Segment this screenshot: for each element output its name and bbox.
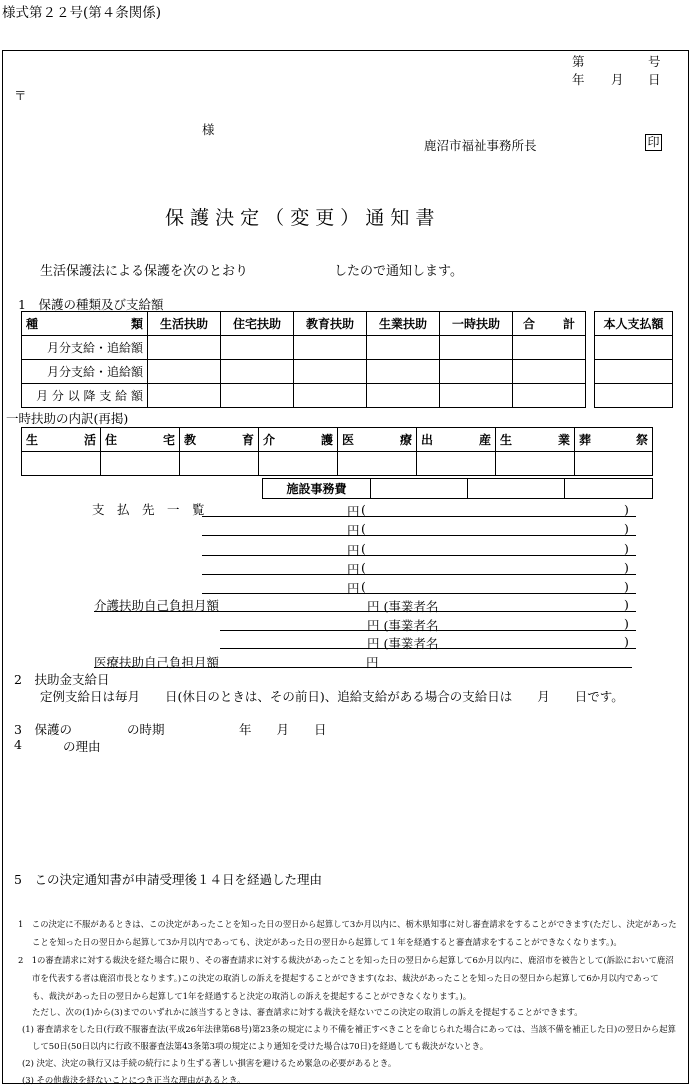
section-4-number: 4 <box>14 737 22 752</box>
payee-line-4 <box>202 574 636 575</box>
payee-close-4: ) <box>624 560 629 575</box>
section-5-heading: 5 この決定通知書が申請受理後１４日を経過した理由 <box>14 872 322 887</box>
payee-yen-4: 円 <box>347 562 360 577</box>
date-day: 日 <box>648 72 661 87</box>
self-pay-table <box>594 311 673 408</box>
document-title: 保 護 決 定 （ 変 更 ） 通 知 書 <box>165 207 435 229</box>
breakdown-maternity: 出 産 <box>417 428 496 452</box>
care-close-3: ) <box>624 634 629 649</box>
section-3-timing: の時期 <box>127 722 165 737</box>
number-dai: 第 <box>572 54 585 69</box>
intro-text-a: 生活保護法による保護を次のとおり <box>40 264 249 279</box>
breakdown-housing: 住 宅 <box>101 428 180 452</box>
sender-name: 鹿沼市福祉事務所長 <box>424 138 537 153</box>
medical-copay-label: 医療扶助自己負担月額 <box>94 655 220 670</box>
care-line-1 <box>94 611 636 612</box>
payee-close-1: ) <box>624 502 629 517</box>
payee-yen-5: 円 <box>347 581 360 596</box>
form-number-label: 様式第２２号(第４条関係) <box>2 5 162 21</box>
benefit-table <box>21 311 586 408</box>
date-year: 年 <box>572 72 585 87</box>
payee-list-label: 支 払 先 一 覧 <box>92 502 205 517</box>
addressee-sama: 様 <box>202 122 215 137</box>
col-occupation-header: 生業扶助 <box>367 312 440 336</box>
section-4-reason: の理由 <box>63 739 101 754</box>
breakdown-occupation: 生 業 <box>496 428 575 452</box>
self-pay-header: 本人支払額 <box>595 312 673 336</box>
col-temporary-header: 一時扶助 <box>440 312 513 336</box>
payee-open-2: ( <box>361 521 366 536</box>
payee-open-5: ( <box>361 579 366 594</box>
payee-yen-1: 円 <box>347 504 360 519</box>
payee-close-2: ) <box>624 521 629 536</box>
medical-line <box>94 667 632 668</box>
col-education-header: 教育扶助 <box>294 312 367 336</box>
section-3-date: 年 月 日 <box>239 722 327 737</box>
date-month: 月 <box>611 72 624 87</box>
note-4: (2) 決定、決定の執行又は手続の続行により生ずる著しい損害を避けるため緊急の必要があるとき。 <box>22 1058 397 1068</box>
care-provider-1: 円 (事業者名 <box>367 599 439 614</box>
col-housing-header: 住宅扶助 <box>221 312 294 336</box>
note-5: (3) その他裁決を経ないことにつき正当な理由があるとき。 <box>22 1075 246 1085</box>
care-provider-2: 円 (事業者名 <box>367 618 439 633</box>
payee-open-1: ( <box>361 502 366 517</box>
breakdown-care: 介 護 <box>259 428 338 452</box>
note-3a: (1) 審査請求をした日(行政不服審査法(平成26年法律第68号)第23条の規定により不備を補正すべきことを命じられた場合にあっては、当該不備を補正した日)の翌日から起算 <box>22 1024 676 1034</box>
facility-fee-table <box>262 478 653 499</box>
note-2a: 2 1の審査請求に対する裁決を経た場合に限り、その審査請求に対する裁決があったことを知った日の翌日から起算して6か月以内に、鹿沼市を被告として(訴訟において鹿沼 <box>18 955 674 965</box>
breakdown-education: 教 育 <box>180 428 259 452</box>
payee-open-3: ( <box>361 541 366 556</box>
care-close-2: ) <box>624 616 629 631</box>
section-3-heading: 3 保護の <box>14 722 72 737</box>
col-livelihood-header: 生活扶助 <box>148 312 221 336</box>
care-copay-label: 介護扶助自己負担月額 <box>94 598 220 613</box>
postal-mark: 〒 <box>14 88 27 103</box>
payee-line-5 <box>202 593 636 594</box>
section-2-heading: 2 扶助金支給日 <box>14 672 110 687</box>
section-2-text: 定例支給日は毎月 日(休日のときは、その前日)、追給支給がある場合の支給日は 月 日です。 <box>40 689 624 704</box>
temporary-breakdown-table <box>21 427 653 476</box>
row-label-2: 月分支給・追給額 <box>22 360 148 384</box>
note-2d: ただし、次の(1)から(3)までのいずれかに該当するときは、審査請求に対する裁決を経ないでこの決定の取消しの訴えを提起することができます。 <box>32 1007 583 1017</box>
number-go: 号 <box>648 54 661 69</box>
row-label-3: 月 分 以 降 支 給 額 <box>22 384 148 408</box>
breakdown-funeral: 葬 祭 <box>575 428 653 452</box>
payee-close-3: ) <box>624 541 629 556</box>
note-2c: も、裁決があった日の翌日から起算して1年を経過すると決定の取消しの訴えを提起することができなくなります。)。 <box>32 991 472 1001</box>
note-1a: 1 この決定に不服があるときは、この決定があったことを知った日の翌日から起算して3か月以内に、栃木県知事に対し審査請求をすることができます(ただし、決定があった <box>18 919 677 929</box>
breakdown-livelihood: 生 活 <box>22 428 101 452</box>
note-2b: 市を代表する者は鹿沼市長となります。)この決定の取消しの訴えを提起することができます(なお、裁決があったことを知った日の翌日から起算して6か月以内であって <box>32 973 659 983</box>
section-1-heading: 1 保護の種類及び支給額 <box>18 297 164 312</box>
col-type-header: 種 類 <box>22 312 148 336</box>
care-close-1: ) <box>624 597 629 612</box>
payee-line-1 <box>202 516 636 517</box>
col-total-header: 合 計 <box>513 312 586 336</box>
seal-box: 印 <box>645 134 662 151</box>
payee-yen-3: 円 <box>347 543 360 558</box>
temporary-breakdown-label: 一時扶助の内訳(再掲) <box>6 411 129 426</box>
payee-line-2 <box>202 535 636 536</box>
payee-yen-2: 円 <box>347 523 360 538</box>
payee-close-5: ) <box>624 579 629 594</box>
note-3b: して50日(50日以内に行政不服審査法第43条第3項の規定により通知を受けた場合は70日)を経過しても裁決がないとき。 <box>32 1041 489 1051</box>
facility-fee-label: 施設事務費 <box>263 479 371 499</box>
note-1b: ことを知った日の翌日から起算して3か月以内であっても、決定があった日の翌日から起算して１年を経過すると審査請求をすることができなくなります。)。 <box>32 937 622 947</box>
care-provider-3: 円 (事業者名 <box>367 636 439 651</box>
intro-text-b: したので通知します。 <box>334 264 463 279</box>
row-label-1: 月分支給・追給額 <box>22 336 148 360</box>
payee-line-3 <box>202 555 636 556</box>
payee-open-4: ( <box>361 560 366 575</box>
breakdown-medical: 医 療 <box>338 428 417 452</box>
medical-yen: 円 <box>366 655 379 670</box>
